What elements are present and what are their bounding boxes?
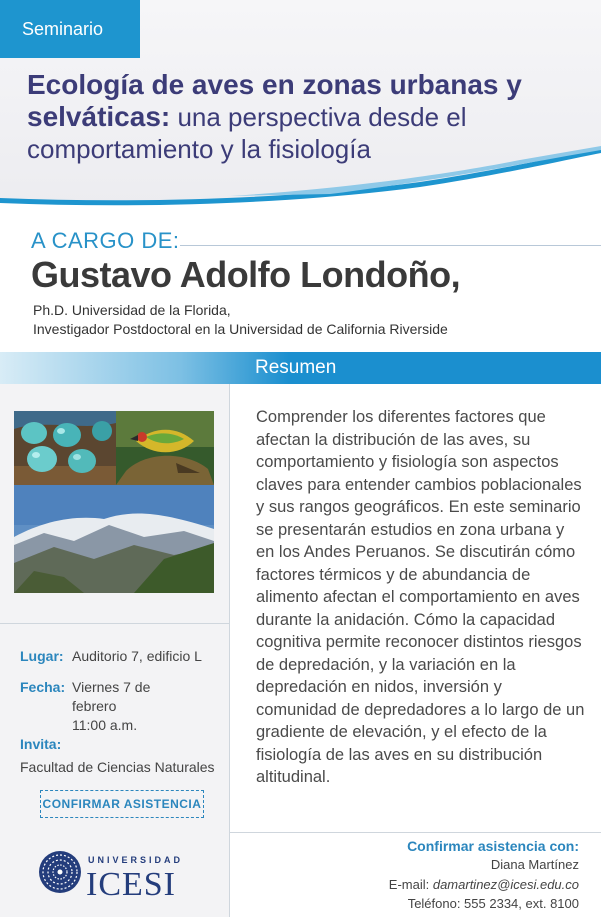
contact-heading: Confirmar asistencia con: bbox=[407, 838, 579, 854]
bird-eggs-photo bbox=[14, 411, 116, 485]
speaker-credential-phd: Ph.D. Universidad de la Florida, bbox=[33, 302, 231, 318]
icesi-emblem-icon bbox=[38, 850, 82, 894]
fecha-day: Viernes 7 de bbox=[72, 679, 151, 695]
poster-header bbox=[0, 0, 601, 210]
contact-email-link[interactable]: damartinez@icesi.edu.co bbox=[432, 877, 579, 892]
andes-mountains-photo bbox=[14, 485, 214, 593]
resumen-heading: Resumen bbox=[255, 357, 337, 378]
fecha-label: Fecha: bbox=[20, 679, 66, 695]
logo-university-text: UNIVERSIDAD bbox=[88, 855, 184, 865]
title-subtitle: una perspectiva desde el comportamiento y la fisiología bbox=[27, 102, 467, 164]
contact-name: Diana Martínez bbox=[490, 857, 579, 872]
email-label: E-mail: bbox=[388, 877, 433, 892]
resumen-text: Comprender los diferentes factores que afectan la distribución de las aves, su comportamiento y fisiología son aspectos claves para entender cambios poblacionales y sus rangos geográficos. En este seminario se presentarán estudios en zona urbana y en los Andes Peruanos. Se discutirán cómo factores térmicos y de abundancia de alimento afectan el comportamiento en aves durante la anidación. Cómo la capacidad cognitiva permite reconocer distintos riesgos de depredación, y la variación en la depredación en nidos, inversión y comunidad de depredadores a lo largo de un gradiente de elevación, y el efecto de la fisiología de las aves en su distribución altitudinal. bbox=[256, 408, 585, 786]
fecha-month: febrero bbox=[72, 698, 117, 714]
fecha-time: 11:00 a.m. bbox=[72, 717, 138, 733]
seminar-tag: Seminario bbox=[0, 0, 140, 58]
lugar-value: Auditorio 7, edificio L bbox=[72, 648, 202, 664]
speaker-divider bbox=[180, 245, 601, 246]
bird-in-nest-photo bbox=[116, 411, 214, 485]
speaker-label: A CARGO DE: bbox=[31, 228, 180, 253]
logo-icesi-text: ICESI bbox=[86, 866, 176, 903]
confirm-attendance-button[interactable]: CONFIRMAR ASISTENCIA bbox=[40, 790, 204, 818]
sidebar-divider bbox=[0, 623, 229, 624]
speaker-credential-postdoc: Investigador Postdoctoral en la Universidad de California Riverside bbox=[33, 321, 448, 337]
invita-value: Facultad de Ciencias Naturales bbox=[20, 759, 215, 775]
seminar-title bbox=[27, 68, 587, 164]
title-bold: Ecología de aves en zonas urbanas y selváticas: bbox=[27, 69, 522, 132]
speaker-name: Gustavo Adolfo Londoño, bbox=[31, 254, 461, 295]
contact-phone: Teléfono: 555 2334, ext. 8100 bbox=[407, 896, 579, 911]
contact-divider bbox=[229, 832, 601, 833]
contact-email-line bbox=[389, 877, 579, 892]
invita-label: Invita: bbox=[20, 736, 62, 752]
lugar-label: Lugar: bbox=[20, 648, 64, 664]
